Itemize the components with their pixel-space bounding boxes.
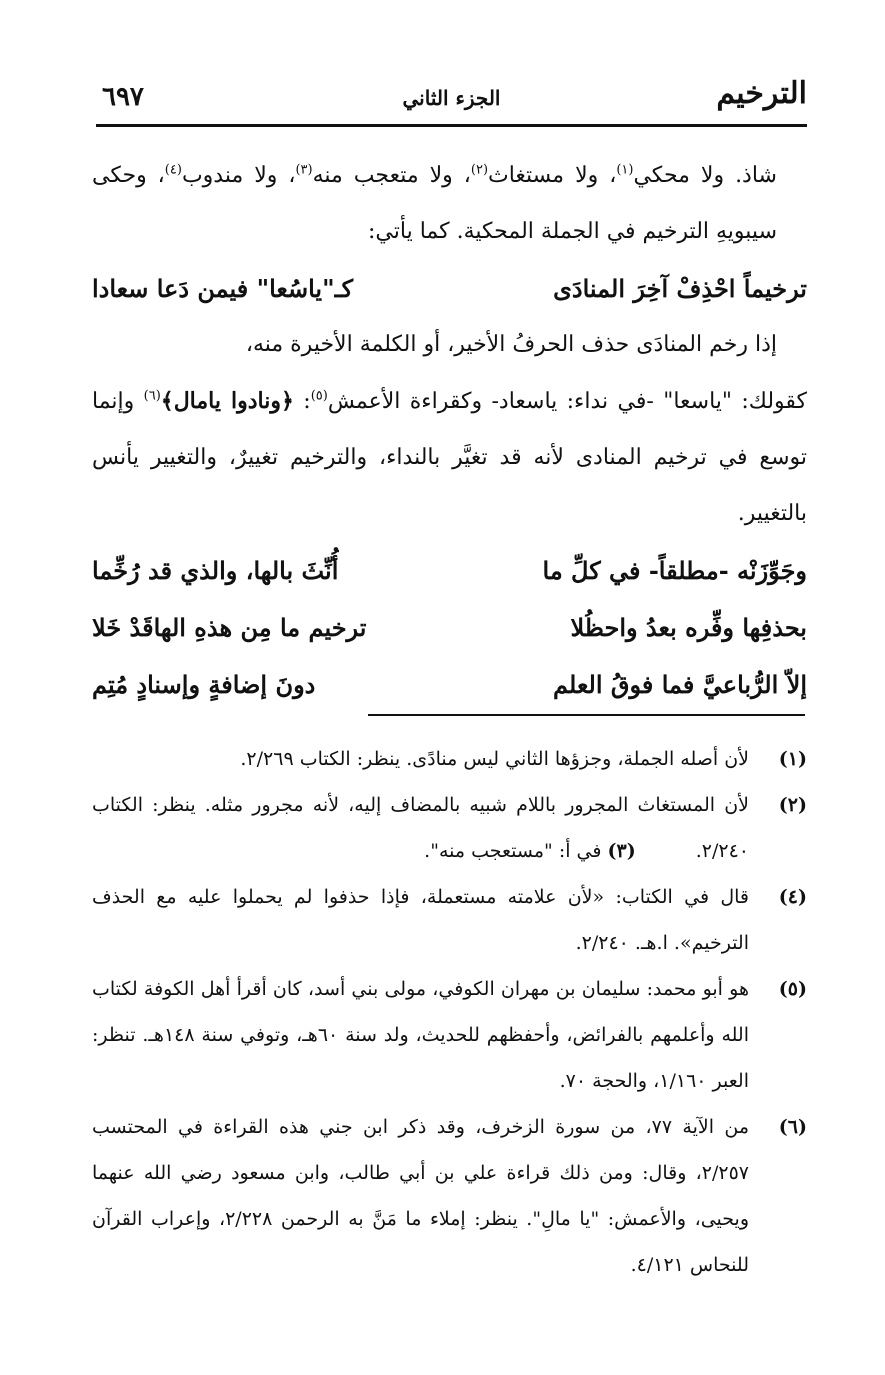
verse-right-hemistich: بحذفِها وفِّره بعدُ واحظُلا: [570, 613, 807, 642]
verse-left-hemistich: كـ"ياسُعا" فيمن دَعا سعادا: [92, 274, 354, 303]
verse-line-2: [92, 542, 807, 599]
main-text: [92, 148, 807, 713]
footnote-number: (٥): [778, 978, 807, 1000]
footnote-number: (٢): [778, 794, 807, 816]
footnote-ref-5: (٥): [310, 388, 328, 404]
footnote-1: [92, 736, 807, 782]
footnote-ref-1: (١): [616, 162, 634, 178]
volume-label: الجزء الثاني: [402, 86, 501, 110]
quran-bracket-open: ﴿: [281, 388, 294, 414]
footnotes: [92, 736, 807, 1288]
paragraph-explanation: إذا رخم المنادَى حذف الحرفُ الأخير، أو الكلمة الأخيرة منه، كقولك: "ياسعا" -في نداء: ياسعاد- وكقراءة الأعمش$^{(٥)}$: ﴿ونادوا يامال﴾$^{(٦)}$ وإنما توسع في ترخيم المنادى لأنه قد تغيَّر بالنداء، والترخيم تغييرٌ، والتغيير يأنس بالتغيير.: [92, 332, 808, 526]
footnote-divider: [368, 714, 805, 716]
footnote-text: لأن أصله الجملة، وجزؤها الثاني ليس منادًى. ينظر: الكتاب ٢/٢٦٩.: [240, 748, 749, 770]
footnote-ref-2: (٢): [470, 162, 489, 178]
verse-line-1: [92, 260, 807, 317]
verse-right-hemistich: ترخيماً احْذِفْ آخِرَ المنادَى: [553, 274, 807, 303]
footnote-number: (٤): [778, 886, 807, 908]
verse-line-3: [92, 599, 807, 656]
verse-left-hemistich: أُنِّثَ بالها، والذي قد رُخِّما: [92, 556, 339, 585]
quran-quote: ونادوا يامال: [173, 388, 282, 414]
page-header: [96, 72, 807, 127]
verse-right-hemistich: إلاّ الرُّباعيَّ فما فوقُ العلم: [553, 670, 807, 699]
verse-right-hemistich: وجَوِّزَنْه -مطلقاً- في كلِّ ما: [542, 556, 807, 585]
quran-bracket-close: ﴾: [160, 388, 174, 414]
verse-line-4: [92, 656, 807, 713]
footnote-text: من الآية ٧٧، من سورة الزخرف، وقد ذكر ابن جني هذه القراءة في المحتسب ٢/٢٥٧، وقال: ومن ذلك قراءة علي بن أبي طالب، وابن مسعود رضي الله عنهما ويحيى، والأعمش: "يا مالِ". ينظر: إملاء ما مَنَّ به الرحمن ٢/٢٢٨، وإعراب القرآن للنحاس ٤/١٢١.: [92, 1116, 749, 1276]
verse-left-hemistich: ترخيم ما مِن هذهِ الهاقَدْ خَلا: [92, 613, 367, 642]
page-number: ٦٩٧: [102, 82, 144, 112]
footnote-2: [92, 782, 807, 874]
chapter-title: الترخيم: [716, 76, 807, 111]
footnote-ref-3: (٣): [295, 162, 313, 178]
footnote-ref-6: (٦): [143, 388, 161, 404]
footnote-ref-4: (٤): [164, 162, 182, 178]
footnote-number: (١): [778, 748, 807, 770]
verse-left-hemistich: دونَ إضافةٍ وإسنادٍ مُتِم: [92, 670, 316, 699]
footnote-text: قال في الكتاب: «لأن علامته مستعملة، فإذا حذفوا لم يحملوا عليه مع الحذف الترخيم». ا.هـ. ٢/٢٤٠.: [92, 886, 749, 954]
footnote-text: لأن المستغاث المجرور باللام شبيه بالمضاف إليه، لأنه مجرور مثله. ينظر: الكتاب ٢/٢٤٠.(٣) في أ: "مستعجب منه".: [92, 794, 749, 862]
footnote-number: (٣): [607, 840, 636, 862]
footnote-4: [92, 874, 807, 966]
footnote-number: (٦): [778, 1116, 807, 1138]
footnote-6: [92, 1104, 807, 1288]
footnote-text: هو أبو محمد: سليمان بن مهران الكوفي، مولى بني أسد، كان أقرأ أهل الكوفة لكتاب الله وأعلمهم بالفرائض، وأحفظهم للحديث، ولد سنة ٦٠هـ، وتوفي سنة ١٤٨هـ. تنظر: العبر ١/١٦٠، والحجة ٧٠.: [92, 978, 749, 1092]
footnote-5: [92, 966, 807, 1104]
paragraph-intro: شاذ. ولا محكي$^{(١)}$، ولا مستغاث$^{(٢)}$، ولا متعجب منه$^{(٣)}$، ولا مندوب$^{(٤)}$، وحكى سيبويهِ الترخيم في الجملة المحكية. كما يأتي:: [92, 162, 777, 244]
